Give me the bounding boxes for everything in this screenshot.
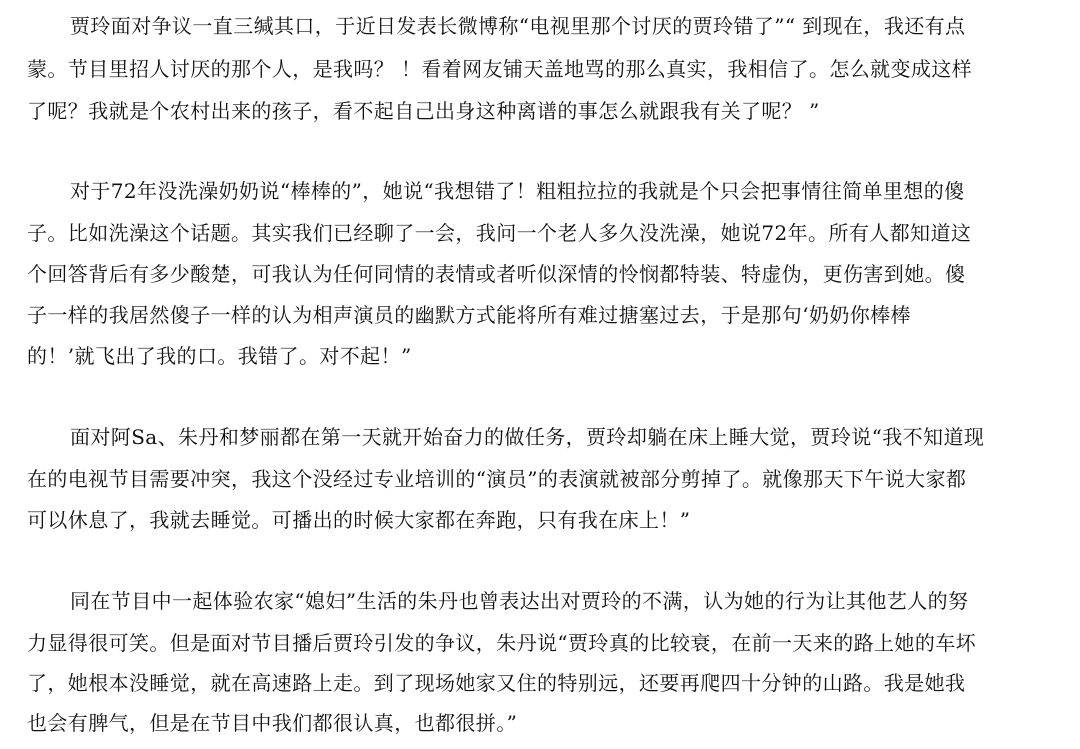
- paragraph-line: 面对阿Sa、朱丹和梦丽都在第一天就开始奋力的做任务，贾玲却躺在床上睡大觉，贾玲说“我不知道现: [70, 425, 985, 449]
- paragraph-line: 对于72年没洗澡奶奶说“棒棒的”，她说“我想错了！粗粗拉拉的我就是个只会把事情往简单里想的傻: [70, 179, 965, 203]
- paragraph-line: 力显得很可笑。但是面对节目播后贾玲引发的争议，朱丹说“贾玲真的比较衰，在前一天来的路上她的车坏: [27, 631, 977, 655]
- paragraph-line: 可以休息了，我就去睡觉。可播出的时候大家都在奔跑，只有我在床上！”: [27, 508, 691, 532]
- paragraph-line: 的！’就飞出了我的口。我错了。对不起！”: [27, 344, 412, 368]
- paragraph-line: 子一样的我居然傻子一样的认为相声演员的幽默方式能将所有难过搪塞过去，于是那句‘奶奶你棒棒: [27, 303, 911, 327]
- paragraph-line: 在的电视节目需要冲突，我这个没经过专业培训的“演员”的表演就被部分剪掉了。就像那天下午说大家都: [27, 467, 967, 491]
- paragraph-line: 也会有脾气，但是在节目中我们都很认真，也都很拼。”: [27, 711, 518, 735]
- paragraph-line: 子。比如洗澡这个话题。其实我们已经聊了一会，我问一个老人多久没洗澡，她说72年。所有人都知道这: [27, 221, 972, 245]
- paragraph-line: 了呢？我就是个农村出来的孩子，看不起自己出身这种离谱的事怎么就跟我有关了呢？ ”: [27, 99, 820, 123]
- paragraph-line: 了，她根本没睡觉，就在高速路上走。到了现场她家又住的特别远，还要再爬四十分钟的山路。我是她我: [27, 671, 966, 695]
- paragraph-line: 同在节目中一起体验农家“媳妇”生活的朱丹也曾表达出对贾玲的不满，认为她的行为让其他艺人的努: [70, 589, 969, 613]
- paragraph-line: 贾玲面对争议一直三缄其口，于近日发表长微博称“电视里那个讨厌的贾玲错了”“ 到现在，我还有点: [70, 14, 966, 38]
- paragraph-line: 个回答背后有多少酸楚，可我认为任何同情的表情或者听似深情的怜悯都特装、特虚伪，更伤害到她。傻: [27, 262, 966, 286]
- paragraph-line: 蒙。节目里招人讨厌的那个人，是我吗？ ！看着网友铺天盖地骂的那么真实，我相信了。怎么就变成这样: [27, 57, 973, 81]
